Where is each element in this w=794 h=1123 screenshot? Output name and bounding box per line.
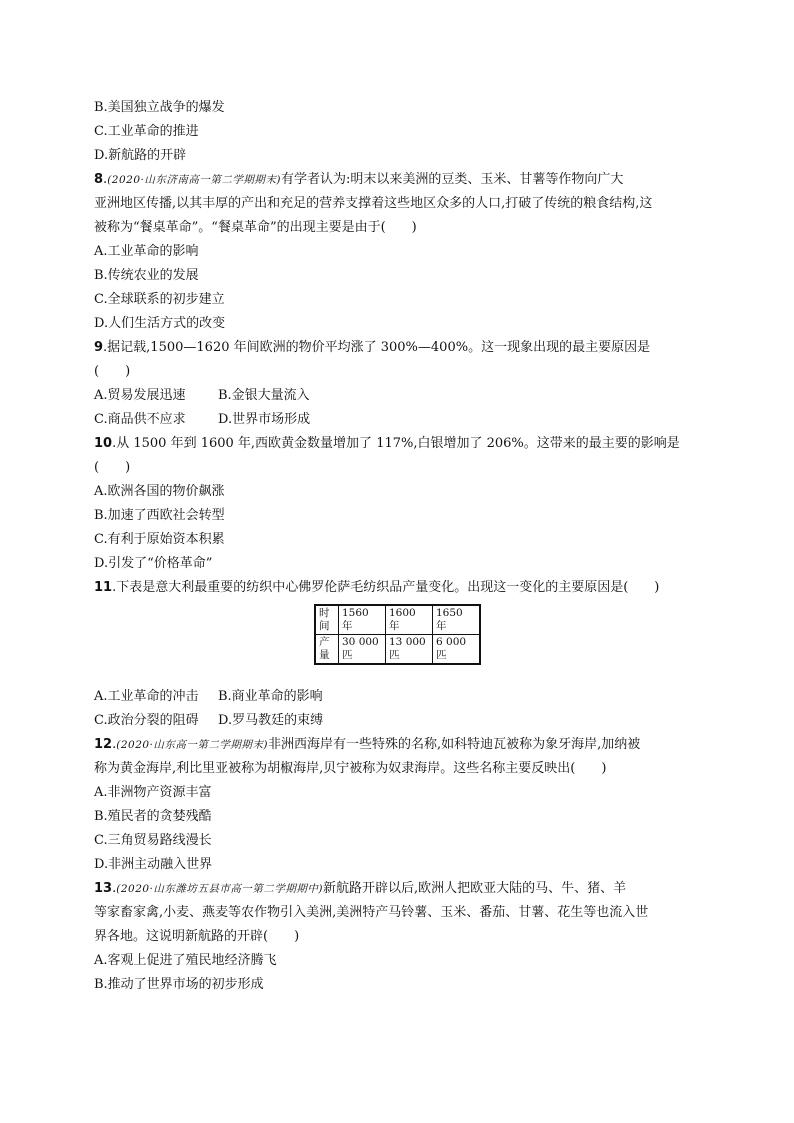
q13-stem-line-3: 界各地。这说明新航路的开辟( ) xyxy=(94,929,300,944)
q8-source: (2020·山东济南高一第二学期期末) xyxy=(107,174,281,186)
q9-option-d: D.世界市场形成 xyxy=(218,412,311,427)
q7-option-d: D.新航路的开辟 xyxy=(94,148,187,163)
q11-options-row-1 xyxy=(94,685,704,709)
table-output-cell: 6 000 匹 xyxy=(433,635,481,665)
q9-stem-text-1: .据记载,1500—1620 年间欧洲的物价平均涨了 300%—400%。这一现象出现的最主要原因是 xyxy=(103,340,651,355)
q13-option-b: B.推动了世界市场的初步形成 xyxy=(94,977,264,992)
q11-option-d: D.罗马教廷的束缚 xyxy=(218,713,324,728)
q10-option-c: C.有利于原始资本积累 xyxy=(94,532,225,547)
q11-stem-text: .下表是意大利最重要的纺织中心佛罗伦萨毛纺织品产量变化。出现这一变化的主要原因是( ) xyxy=(112,580,660,595)
q13-option-a: A.客观上促进了殖民地经济腾飞 xyxy=(94,953,277,968)
q9-option-c: C.商品供不应求 xyxy=(94,412,186,427)
table-year-cell: 1560 年 xyxy=(339,605,386,635)
q9-options-row-1 xyxy=(94,384,704,408)
q8-number: 8 xyxy=(94,172,104,187)
q12-stem-line-2: 称为黄金海岸,利比里亚被称为胡椒海岸,贝宁被称为奴隶海岸。这些名称主要反映出( ) xyxy=(94,761,607,776)
q12-option-b: B.殖民者的贪婪残酷 xyxy=(94,809,212,824)
q8-stem-line-2: 亚洲地区传播,以其丰厚的产出和充足的营养支撑着这些地区众多的人口,打破了传统的粮食结构,这 xyxy=(94,196,653,211)
table-row-header-output: 产量 xyxy=(315,635,339,665)
q11-data-table xyxy=(314,604,481,665)
q13-source: (2020·山东潍坊五县市高一第二学期期中) xyxy=(116,883,323,895)
document-page xyxy=(94,96,704,997)
q8-option-d: D.人们生活方式的改变 xyxy=(94,316,226,331)
table-row xyxy=(315,635,480,665)
q8-stem-line-1: 8.(2020·山东济南高一第二学期期末)有学者认为:明末以来美洲的豆类、玉米、甘薯等作物向广大 xyxy=(94,172,624,187)
q13-stem-line-2: 等家畜家禽,小麦、燕麦等农作物引入美洲,美洲特产马铃薯、玉米、番茄、甘薯、花生等也流入世 xyxy=(94,905,649,920)
q9-number: 9 xyxy=(94,340,104,355)
q9-option-a: A.贸易发展迅速 xyxy=(94,388,186,403)
q12-stem-text-1: 非洲西海岸有一些特殊的名称,如科特迪瓦被称为象牙海岸,加纳被 xyxy=(268,737,641,752)
q12-option-a: A.非洲物产资源丰富 xyxy=(94,785,212,800)
q12-source: (2020·山东高一第二学期期末) xyxy=(116,739,268,751)
q11-stem-line xyxy=(94,576,704,600)
q9-options-row-2 xyxy=(94,408,704,432)
q12-stem-line-1: 12.(2020·山东高一第二学期期末)非洲西海岸有一些特殊的名称,如科特迪瓦被称为象牙海岸,加纳被 xyxy=(94,737,641,752)
q12-option-d: D.非洲主动融入世界 xyxy=(94,857,213,872)
q7-option-b: B.美国独立战争的爆发 xyxy=(94,100,225,115)
q10-option-d: D.引发了“价格革命” xyxy=(94,556,213,571)
q7-option-c: C.工业革命的推进 xyxy=(94,124,199,139)
q11-number: 11 xyxy=(94,580,113,595)
q11-option-b: B.商业革命的影响 xyxy=(218,689,323,704)
q8-option-a: A.工业革命的影响 xyxy=(94,244,199,259)
q9-stem-line-1 xyxy=(94,336,704,360)
q13-number: 13 xyxy=(94,881,113,896)
q12-option-c: C.三角贸易路线漫长 xyxy=(94,833,212,848)
q8-stem-text-1: 有学者认为:明末以来美洲的豆类、玉米、甘薯等作物向广大 xyxy=(280,172,624,187)
table-year-cell: 1650 年 xyxy=(433,605,481,635)
table-row xyxy=(315,605,480,635)
q11-options-row-2 xyxy=(94,709,704,733)
q11-option-c: C.政治分裂的阻碍 xyxy=(94,713,199,728)
q10-option-a: A.欧洲各国的物价飙涨 xyxy=(94,484,225,499)
q13-stem-line-1: 13.(2020·山东潍坊五县市高一第二学期期中)新航路开辟以后,欧洲人把欧亚大陆的马、牛、猪、羊 xyxy=(94,881,627,896)
q10-stem-line-2: ( ) xyxy=(94,460,131,475)
q9-option-b: B.金银大量流入 xyxy=(218,388,310,403)
table-output-cell: 13 000 匹 xyxy=(386,635,433,665)
table-year-cell: 1600 年 xyxy=(386,605,433,635)
table-output-cell: 30 000 匹 xyxy=(339,635,386,665)
table-row-header-time: 时间 xyxy=(315,605,339,635)
q8-option-b: B.传统农业的发展 xyxy=(94,268,199,283)
q11-option-a: A.工业革命的冲击 xyxy=(94,689,199,704)
q13-stem-text-1: 新航路开辟以后,欧洲人把欧亚大陆的马、牛、猪、羊 xyxy=(323,881,627,896)
q10-stem-text-1: .从 1500 年到 1600 年,西欧黄金数量增加了 117%,白银增加了 206%。这带来的最主要的影响是 xyxy=(112,436,680,451)
q10-stem-line-1 xyxy=(94,432,704,456)
q8-stem-line-3: 被称为“餐桌革命”。“餐桌革命”的出现主要是由于( ) xyxy=(94,220,417,235)
q9-stem-line-2: ( ) xyxy=(94,364,131,379)
q8-option-c: C.全球联系的初步建立 xyxy=(94,292,225,307)
q12-number: 12 xyxy=(94,737,113,752)
q10-option-b: B.加速了西欧社会转型 xyxy=(94,508,225,523)
q10-number: 10 xyxy=(94,436,113,451)
